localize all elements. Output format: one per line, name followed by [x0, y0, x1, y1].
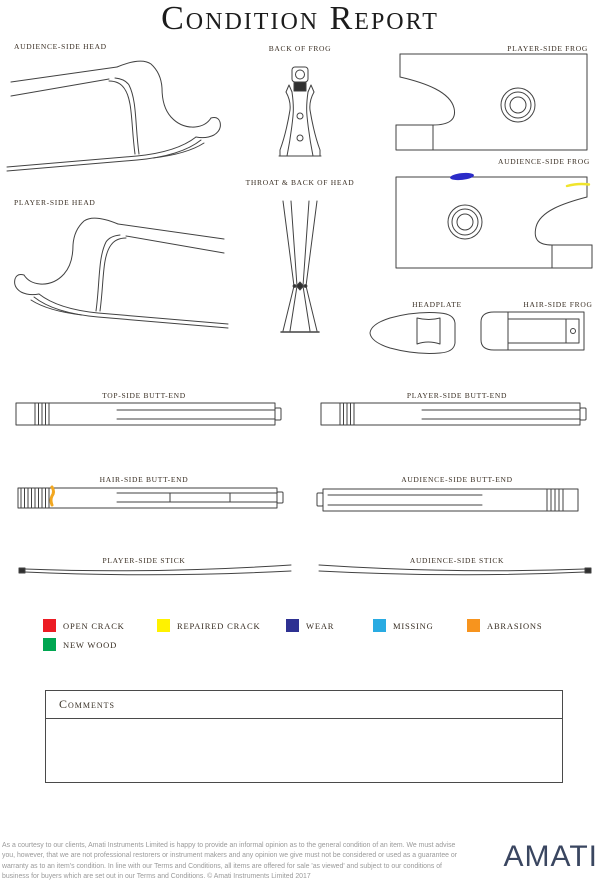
wear-swatch-icon [286, 619, 299, 632]
new-wood-swatch-icon [43, 638, 56, 651]
label-headplate: HEADPLATE [412, 300, 462, 309]
hair-side-frog-drawing [478, 310, 590, 352]
comments-input[interactable] [46, 719, 562, 783]
missing-swatch-icon [373, 619, 386, 632]
label-audience-side-frog: AUDIENCE-SIDE FROG [498, 157, 590, 166]
player-side-stick-drawing [14, 562, 292, 580]
amati-logo: AMATI [503, 840, 598, 873]
label-top-side-butt-end: TOP-SIDE BUTT-END [102, 391, 186, 400]
label-hair-side-frog: HAIR-SIDE FROG [523, 300, 593, 309]
abrasion-mark [51, 487, 54, 505]
headplate-drawing [368, 308, 458, 358]
label-audience-side-stick: AUDIENCE-SIDE STICK [409, 556, 505, 565]
label-back-of-frog: BACK OF FROG [268, 44, 332, 53]
legend-item-abrasions [467, 618, 542, 632]
page-title: Condition Report [161, 0, 439, 37]
repaired-crack-mark [567, 184, 589, 186]
audience-side-head-drawing [5, 55, 230, 180]
open-crack-swatch-icon [43, 619, 56, 632]
legend-label: OPEN CRACK [63, 620, 125, 631]
label-hair-side-butt-end: HAIR-SIDE BUTT-END [99, 475, 189, 484]
legend-label: REPAIRED CRACK [177, 620, 261, 631]
label-throat-back-of-head: THROAT & BACK OF HEAD [245, 178, 355, 187]
label-player-side-stick: PLAYER-SIDE STICK [102, 556, 186, 565]
comments-box [45, 690, 563, 783]
label-player-side-head: PLAYER-SIDE HEAD [14, 198, 96, 207]
audience-side-butt-end-drawing [316, 486, 588, 514]
legend-item-missing [373, 618, 434, 632]
disclaimer-text: As a courtesy to our clients, Amati Instruments Limited is happy to provide an informal opinion as to the general condition of an item. We must advise you, however, that we are not professional restorers or instrument makers and any opinion we give must not be considered or used as a guarantee or warranty as to an item's condition. In line with our Terms and Conditions, all items are offered for sale 'as viewed' and subject to our conditions of business for buyers which are set out in our Terms and Conditions. © Amati Instruments Limited 2017 [2, 842, 458, 881]
legend-label: WEAR [306, 620, 335, 631]
legend-label: ABRASIONS [487, 620, 543, 631]
abrasions-swatch-icon [467, 619, 480, 632]
legend-label: MISSING [393, 620, 434, 631]
audience-side-frog-drawing [392, 170, 596, 272]
repaired-crack-swatch-icon [157, 619, 170, 632]
hair-side-butt-end-drawing [15, 484, 287, 512]
label-audience-side-butt-end: AUDIENCE-SIDE BUTT-END [401, 475, 513, 484]
legend-item-new-wood [43, 637, 117, 651]
back-of-frog-drawing [272, 66, 328, 162]
label-player-side-frog: PLAYER-SIDE FROG [507, 44, 588, 53]
top-side-butt-end-drawing [15, 400, 287, 428]
label-audience-side-head: AUDIENCE-SIDE HEAD [14, 42, 107, 51]
legend-item-repaired-crack [157, 618, 260, 632]
comments-header: Comments [46, 691, 562, 719]
player-side-head-drawing [5, 212, 230, 337]
legend-item-open-crack [43, 618, 125, 632]
player-side-frog-drawing [394, 52, 594, 152]
legend-item-wear [286, 618, 334, 632]
player-side-butt-end-drawing [320, 400, 592, 428]
throat-back-of-head-drawing [270, 198, 330, 343]
label-player-side-butt-end: PLAYER-SIDE BUTT-END [406, 391, 508, 400]
audience-side-stick-drawing [318, 562, 596, 580]
wear-mark [450, 172, 475, 181]
legend-label: NEW WOOD [63, 639, 118, 650]
